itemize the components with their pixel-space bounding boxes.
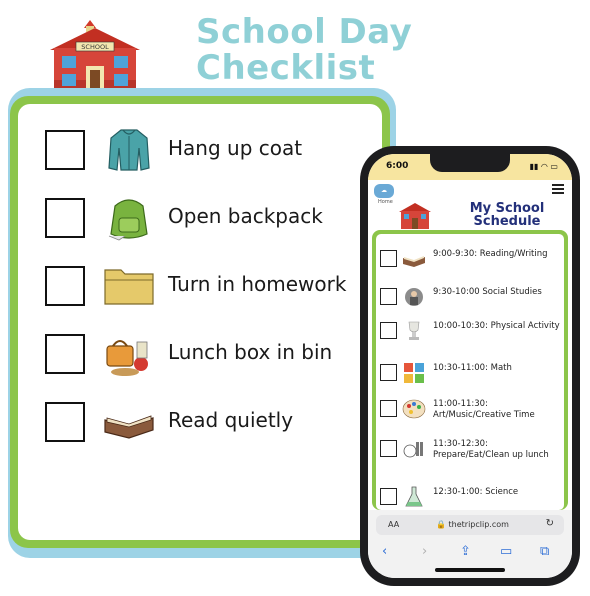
checkbox[interactable] (380, 488, 397, 505)
math-icon (402, 362, 426, 384)
checklist-item-label: Read quietly (168, 408, 294, 432)
reader-settings-button[interactable]: AA (388, 520, 400, 529)
browser-toolbar (368, 540, 572, 578)
globe-person-icon (402, 286, 426, 308)
backpack-icon (103, 192, 155, 244)
checkbox[interactable] (380, 440, 397, 457)
checkbox[interactable] (380, 322, 397, 339)
checklist-item (45, 400, 365, 448)
schedule-title-line-1: My School (469, 201, 545, 216)
browser-address-bar (368, 510, 572, 540)
checkbox[interactable] (45, 334, 85, 374)
schedule-title (452, 202, 562, 228)
coat-icon (103, 124, 155, 176)
schedule-item-label: 11:30-12:30: Prepare/Eat/Clean up lunch (433, 439, 549, 460)
trophy-icon (402, 320, 426, 342)
forward-icon[interactable]: › (422, 544, 428, 559)
checkbox[interactable] (45, 402, 85, 442)
url-value: thetripclip.com (448, 520, 509, 529)
url-field[interactable] (376, 515, 564, 535)
folder-icon (103, 260, 155, 312)
phone-notch (430, 154, 510, 172)
url-text: 🔒 thetripclip.com (436, 520, 509, 529)
book-icon (402, 248, 426, 270)
status-bar (368, 154, 572, 180)
bookmarks-icon[interactable]: ▭ (500, 544, 513, 559)
schedule-item-label: 10:00-10:30: Physical Activity (433, 321, 560, 331)
share-icon[interactable]: ⇪ (460, 544, 471, 559)
tabs-icon[interactable]: ⧉ (540, 544, 550, 559)
app-header (368, 180, 572, 232)
school-sign-text: SCHOOL (81, 43, 109, 51)
hamburger-menu-icon[interactable] (552, 184, 564, 194)
checklist-item-label: Open backpack (168, 204, 323, 228)
schedule-item-label: 9:30-10:00 Social Studies (433, 287, 542, 297)
checkbox[interactable] (45, 130, 85, 170)
checklist-item-label: Hang up coat (168, 136, 303, 160)
signal-wifi-battery-icon: ▮▮ ◠ ▭ (529, 162, 558, 171)
checkbox[interactable] (380, 364, 397, 381)
checkbox[interactable] (45, 266, 85, 306)
school-house-icon (396, 200, 434, 230)
app-logo[interactable]: ☁ (374, 184, 394, 198)
school-house-icon (40, 18, 150, 98)
lunch-icon (402, 438, 426, 460)
checklist-item (45, 128, 365, 176)
page-title-line-2: Checklist (196, 48, 376, 88)
checkbox[interactable] (380, 288, 397, 305)
page-title-line-1: School Day (196, 12, 413, 52)
checklist-item (45, 332, 365, 380)
palette-icon (402, 398, 426, 420)
book-icon (103, 396, 155, 448)
checklist-item (45, 196, 365, 244)
phone-screen (368, 154, 572, 578)
schedule-item-label: 11:00-11:30: Art/Music/Creative Time (433, 399, 535, 420)
schedule-item-label: 12:30-1:00: Science (433, 487, 519, 497)
checkbox[interactable] (45, 198, 85, 238)
schedule-item-label: 10:30-11:00: Math (433, 363, 512, 373)
schedule-title-line-2: Schedule (473, 214, 541, 229)
checklist-item-label: Turn in homework (168, 272, 347, 296)
home-indicator (435, 568, 505, 572)
checklist-item (45, 264, 365, 312)
home-link[interactable]: Home (378, 199, 393, 205)
schedule-list (376, 234, 564, 510)
checkbox[interactable] (380, 250, 397, 267)
back-icon[interactable]: ‹ (382, 544, 388, 559)
flask-icon (402, 486, 426, 508)
reload-icon[interactable]: ↻ (545, 518, 554, 529)
status-time: 6:00 (386, 161, 409, 171)
lunchbox-icon (103, 328, 155, 380)
checkbox[interactable] (380, 400, 397, 417)
schedule-item-label: 9:00-9:30: Reading/Writing (433, 249, 548, 259)
checklist-item-label: Lunch box in bin (168, 340, 333, 364)
